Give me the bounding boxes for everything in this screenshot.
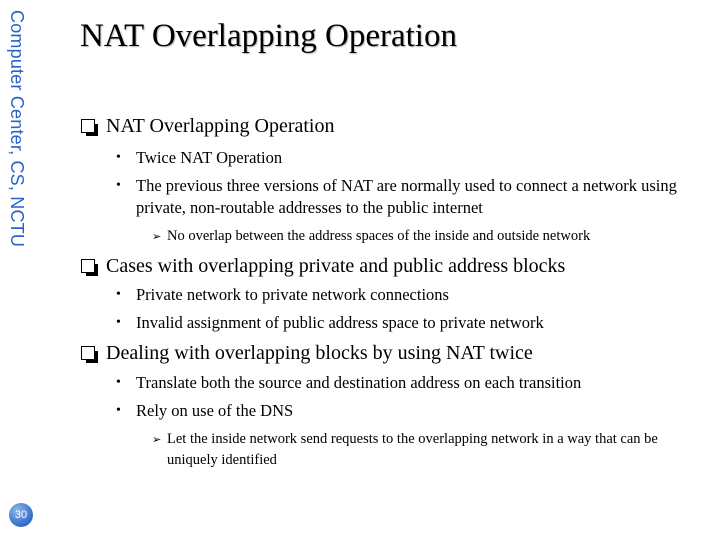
list-item: • Invalid assignment of public address space to private network — [116, 313, 544, 332]
bullet-dot-icon: • — [116, 178, 121, 193]
arrow-bullet-icon: ➢ — [152, 433, 162, 446]
list-item: • Private network to private network connections — [116, 285, 449, 304]
arrow-bullet-icon: ➢ — [152, 230, 162, 243]
sub-list-item: ➢ No overlap between the address spaces of the inside and outside network — [152, 226, 710, 247]
sidebar — [0, 0, 48, 540]
bullet-dot-icon: • — [116, 287, 121, 302]
sub-list-item: ➢ Let the inside network send requests to the overlapping network in a way that can be uniquely identified — [152, 431, 658, 468]
checkbox-bullet-icon — [81, 119, 95, 133]
list-item: • Rely on use of the DNS — [116, 401, 294, 420]
section-heading: Cases with overlapping private and public address blocks — [80, 254, 710, 278]
section-heading: NAT Overlapping Operation — [80, 114, 710, 138]
bullet-dot-icon: • — [116, 403, 121, 418]
slide-title: NAT Overlapping Operation — [80, 18, 457, 54]
bullet-dot-icon: • — [116, 150, 121, 165]
checkbox-bullet-icon — [81, 346, 95, 360]
list-item: • Translate both the source and destination address on each transition — [116, 373, 582, 392]
section-heading: Dealing with overlapping blocks by using NAT twice — [80, 341, 710, 365]
checkbox-bullet-icon — [81, 259, 95, 273]
list-item: • Twice NAT Operation — [116, 148, 283, 167]
sidebar-label: Computer Center, CS, NCTU — [7, 10, 27, 248]
bullet-dot-icon: • — [116, 375, 121, 390]
slide-content — [80, 114, 710, 471]
page-number-badge: 30 — [9, 503, 33, 527]
list-item: • The previous three versions of NAT are normally used to connect a network using private, non-routable addresses to the public internet — [116, 176, 677, 217]
bullet-dot-icon: • — [116, 315, 121, 330]
